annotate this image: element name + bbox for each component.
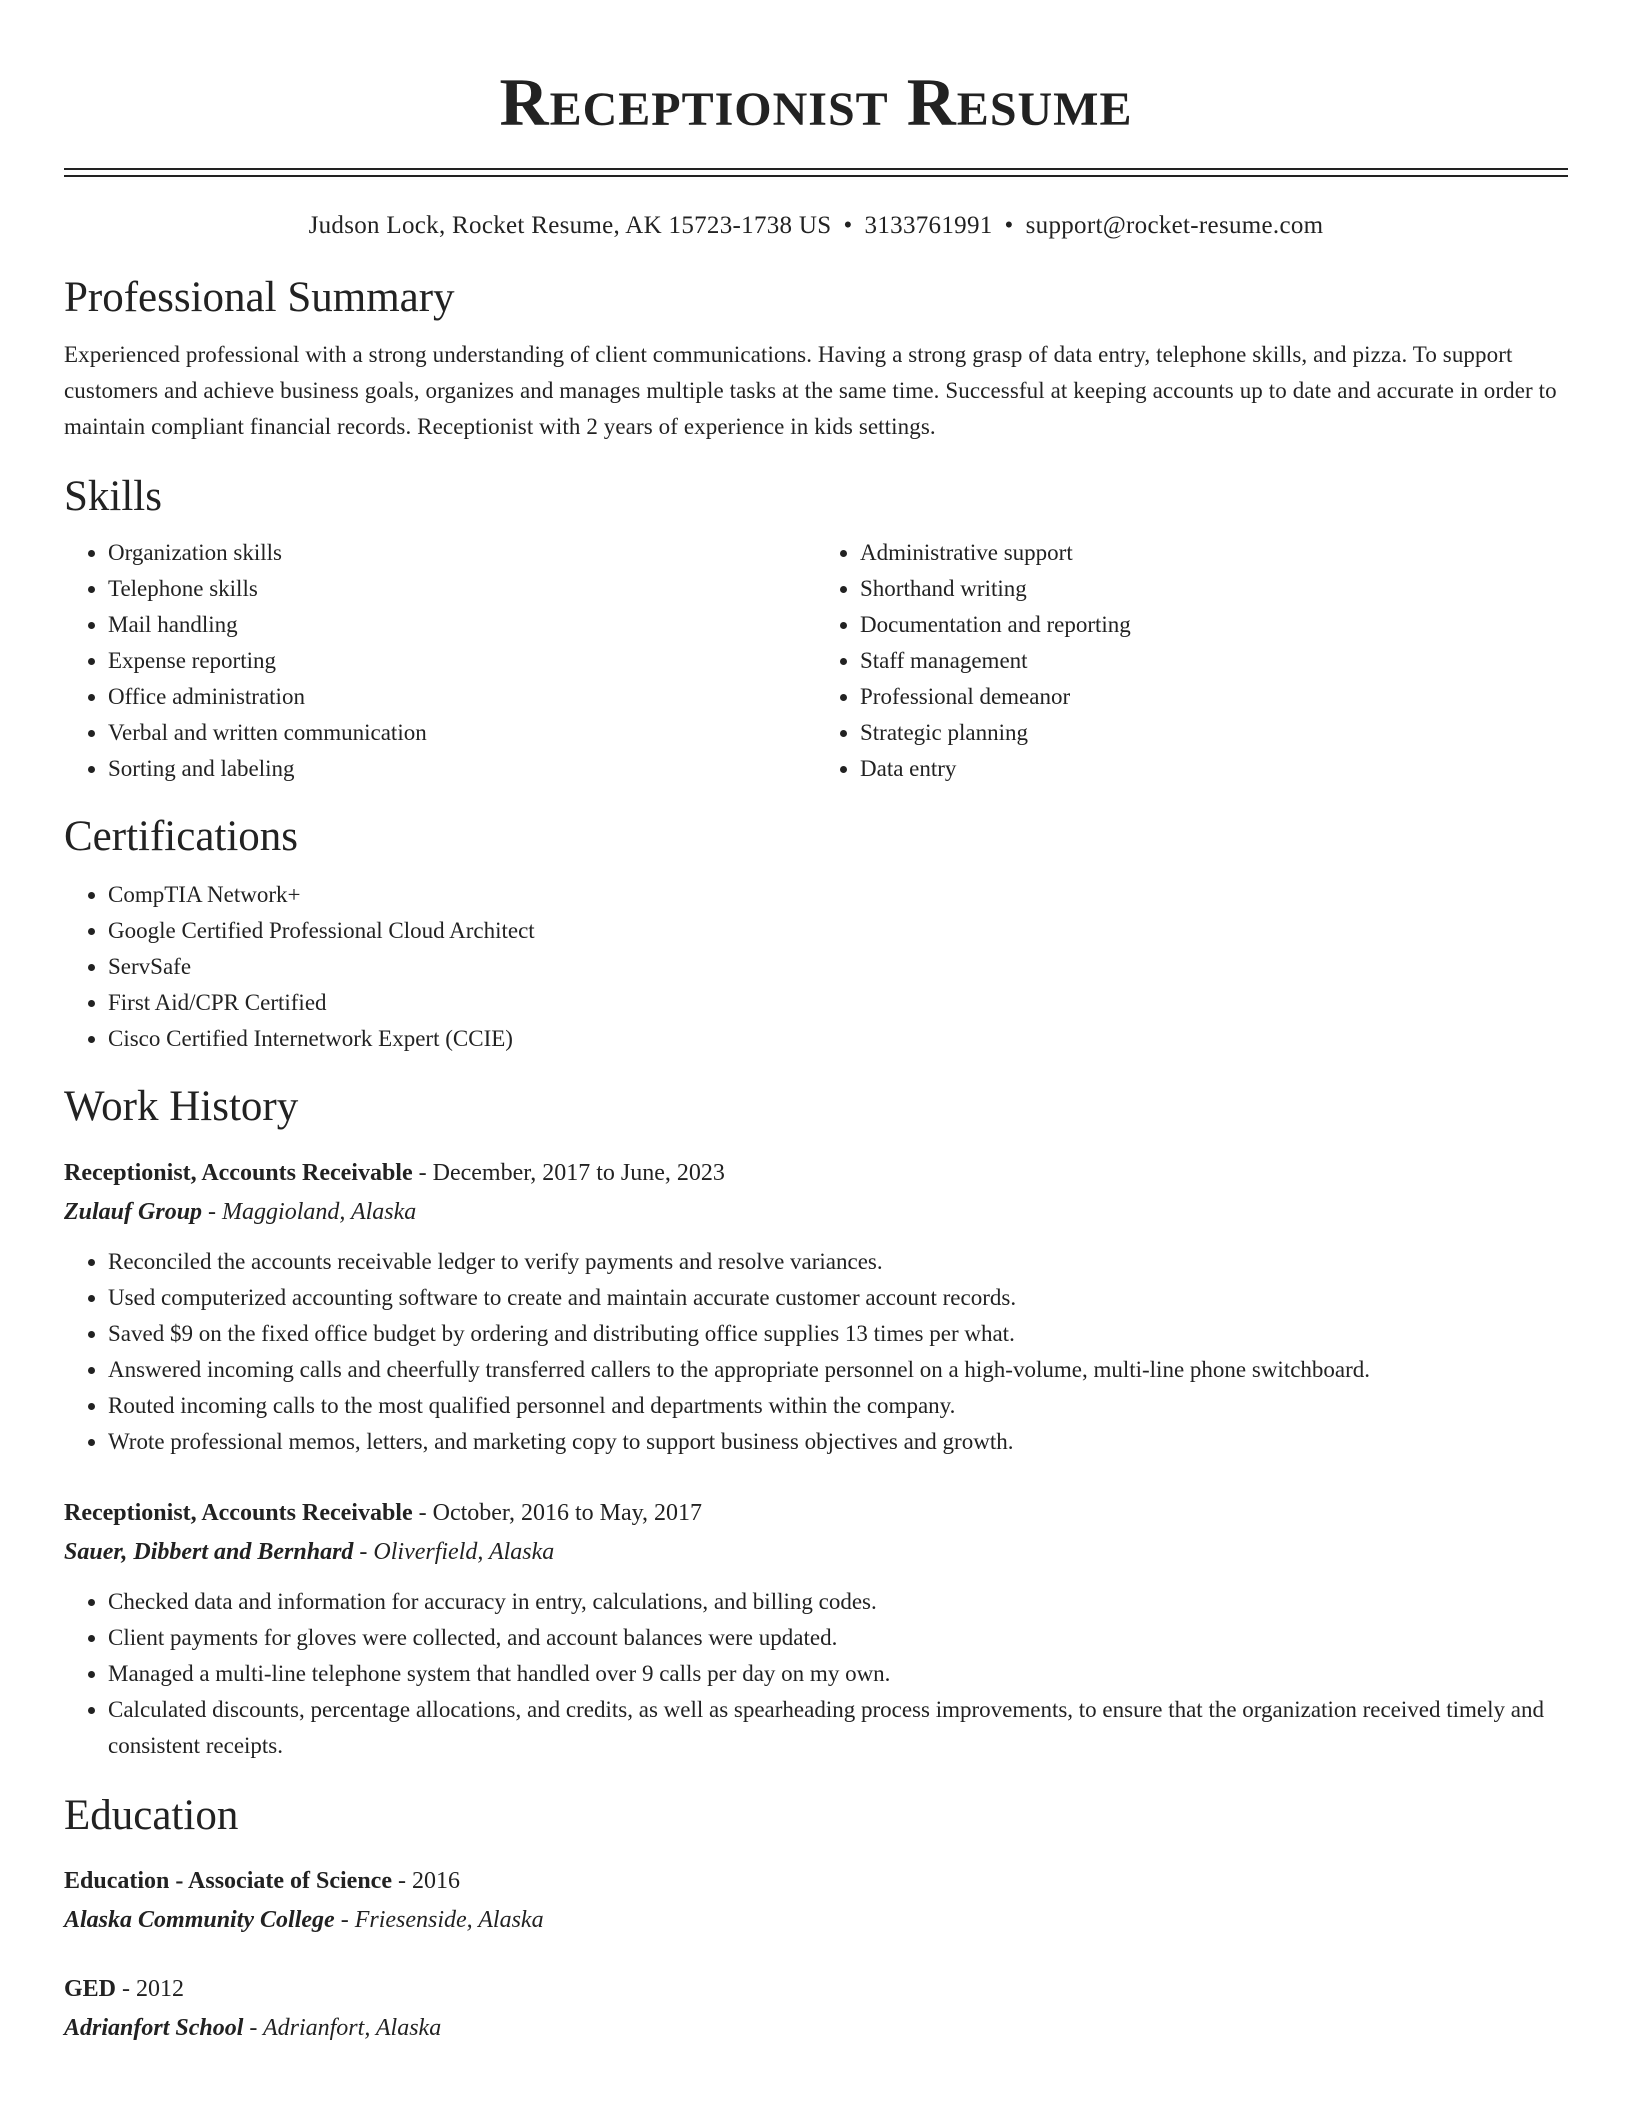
certification-item: • First Aid/CPR Certified (108, 985, 1568, 1021)
job-bullet: • Used computerized accounting software to create and maintain accurate customer account records. (108, 1280, 1568, 1316)
work-history-section (64, 1081, 1568, 1764)
summary-text: Experienced professional with a strong understanding of client communications. Having a strong grasp of data entry, telephone skills, and pizza. To support customers and achieve business goals, organizes and manages multiple tasks at the same time. Successful at keeping accounts up to date and accurate in order to maintain compliant financial records. Receptionist with 2 years of experience in kids settings. (64, 342, 1557, 439)
job-bullets (64, 1244, 1568, 1460)
summary-section (64, 272, 1568, 445)
job-bullet: • Client payments for gloves were collected, and account balances were updated. (108, 1620, 1568, 1656)
dash: - (397, 1868, 406, 1894)
job-bullet: • Calculated discounts, percentage allocations, and credits, as well as spearheading process improvements, to ensure that the organization received timely and consistent receipts. (108, 1692, 1568, 1764)
job-header (64, 1154, 1568, 1192)
dash: - (340, 1907, 349, 1933)
certification-item: • ServSafe (108, 949, 1568, 985)
education-heading: Education (64, 1792, 239, 1839)
skills-section (64, 471, 1568, 787)
education-year: 2016 (411, 1868, 460, 1894)
job-bullet: • Reconciled the accounts receivable ledger to verify payments and resolve variances. (108, 1244, 1568, 1280)
job-bullet: • Managed a multi-line telephone system that handled over 9 calls per day on my own. (108, 1656, 1568, 1692)
job-bullet: • Saved $9 on the fixed office budget by ordering and distributing office supplies 13 times per what. (108, 1316, 1568, 1352)
education-header (64, 1862, 1568, 1900)
contact-line (64, 210, 1568, 242)
dash: - (249, 2015, 258, 2041)
job-bullet: • Checked data and information for accuracy in entry, calculations, and billing codes. (108, 1584, 1568, 1620)
education-entry (64, 1862, 1568, 1940)
skill-item: • Documentation and reporting (860, 607, 1568, 643)
education-location: Adrianfort, Alaska (262, 2015, 442, 2041)
contact-separator: • (1004, 212, 1014, 239)
job-entry (64, 1494, 1568, 1764)
job-location: Oliverfield, Alaska (373, 1539, 555, 1565)
skill-item: • Data entry (860, 751, 1568, 787)
dash: - (208, 1199, 217, 1225)
skill-item: • Expense reporting (108, 643, 816, 679)
summary-heading: Professional Summary (64, 274, 455, 321)
job-company: Zulauf Group (64, 1199, 203, 1225)
job-location: Maggioland, Alaska (222, 1199, 417, 1225)
certifications-heading: Certifications (64, 813, 299, 860)
contact-email: support@rocket-resume.com (1025, 212, 1324, 239)
job-entry (64, 1154, 1568, 1460)
resume-page (64, 0, 1568, 2048)
education-school-line (64, 2008, 1568, 2048)
dash: - (418, 1160, 427, 1186)
job-dates: December, 2017 to June, 2023 (432, 1160, 725, 1186)
skills-list-right (816, 535, 1568, 787)
contact-separator: • (843, 212, 853, 239)
job-bullets (64, 1584, 1568, 1764)
skill-item: • Administrative support (860, 535, 1568, 571)
skill-item: • Organization skills (108, 535, 816, 571)
skill-item: • Staff management (860, 643, 1568, 679)
certification-item: • CompTIA Network+ (108, 877, 1568, 913)
education-school: Adrianfort School (64, 2015, 244, 2041)
job-dates: October, 2016 to May, 2017 (432, 1500, 703, 1526)
contact-address: Judson Lock, Rocket Resume, AK 15723-1738 US (308, 212, 832, 239)
skills-columns (64, 535, 1568, 787)
skill-item: • Verbal and written communication (108, 715, 816, 751)
skills-list-left (64, 535, 816, 787)
education-degree: Education - Associate of Science (64, 1868, 392, 1894)
skill-item: • Strategic planning (860, 715, 1568, 751)
job-company-line (64, 1532, 1568, 1572)
education-entry (64, 1970, 1568, 2048)
education-section (64, 1790, 1568, 2048)
dash: - (418, 1500, 427, 1526)
certifications-section (64, 811, 1568, 1057)
education-school: Alaska Community College (64, 1907, 335, 1933)
education-degree: GED (64, 1976, 117, 2002)
job-bullet: • Routed incoming calls to the most qualified personnel and departments within the company. (108, 1388, 1568, 1424)
dash: - (122, 1976, 131, 2002)
job-bullet: • Answered incoming calls and cheerfully transferred callers to the appropriate personnel on a high-volume, multi-line phone switchboard. (108, 1352, 1568, 1388)
dash: - (359, 1539, 368, 1565)
skills-heading: Skills (64, 473, 162, 520)
skill-item: • Sorting and labeling (108, 751, 816, 787)
job-header (64, 1494, 1568, 1532)
certification-item: • Google Certified Professional Cloud Architect (108, 913, 1568, 949)
job-bullet: • Wrote professional memos, letters, and marketing copy to support business objectives and growth. (108, 1424, 1568, 1460)
education-header (64, 1970, 1568, 2008)
education-location: Friesenside, Alaska (354, 1907, 544, 1933)
skill-item: • Shorthand writing (860, 571, 1568, 607)
resume-title: Receptionist Resume (499, 64, 1133, 140)
contact-phone: 3133761991 (864, 212, 993, 239)
skill-item: • Office administration (108, 679, 816, 715)
skill-item: • Telephone skills (108, 571, 816, 607)
job-title: Receptionist, Accounts Receivable (64, 1160, 413, 1186)
job-company: Sauer, Dibbert and Bernhard (64, 1539, 354, 1565)
certification-item: • Cisco Certified Internetwork Expert (CCIE) (108, 1021, 1568, 1057)
job-title: Receptionist, Accounts Receivable (64, 1500, 413, 1526)
certifications-list (64, 877, 1568, 1057)
skill-item: • Mail handling (108, 607, 816, 643)
title-divider (64, 168, 1568, 177)
job-company-line (64, 1192, 1568, 1232)
education-school-line (64, 1900, 1568, 1940)
work-history-heading: Work History (64, 1083, 299, 1130)
education-year: 2012 (136, 1976, 185, 2002)
skill-item: • Professional demeanor (860, 679, 1568, 715)
